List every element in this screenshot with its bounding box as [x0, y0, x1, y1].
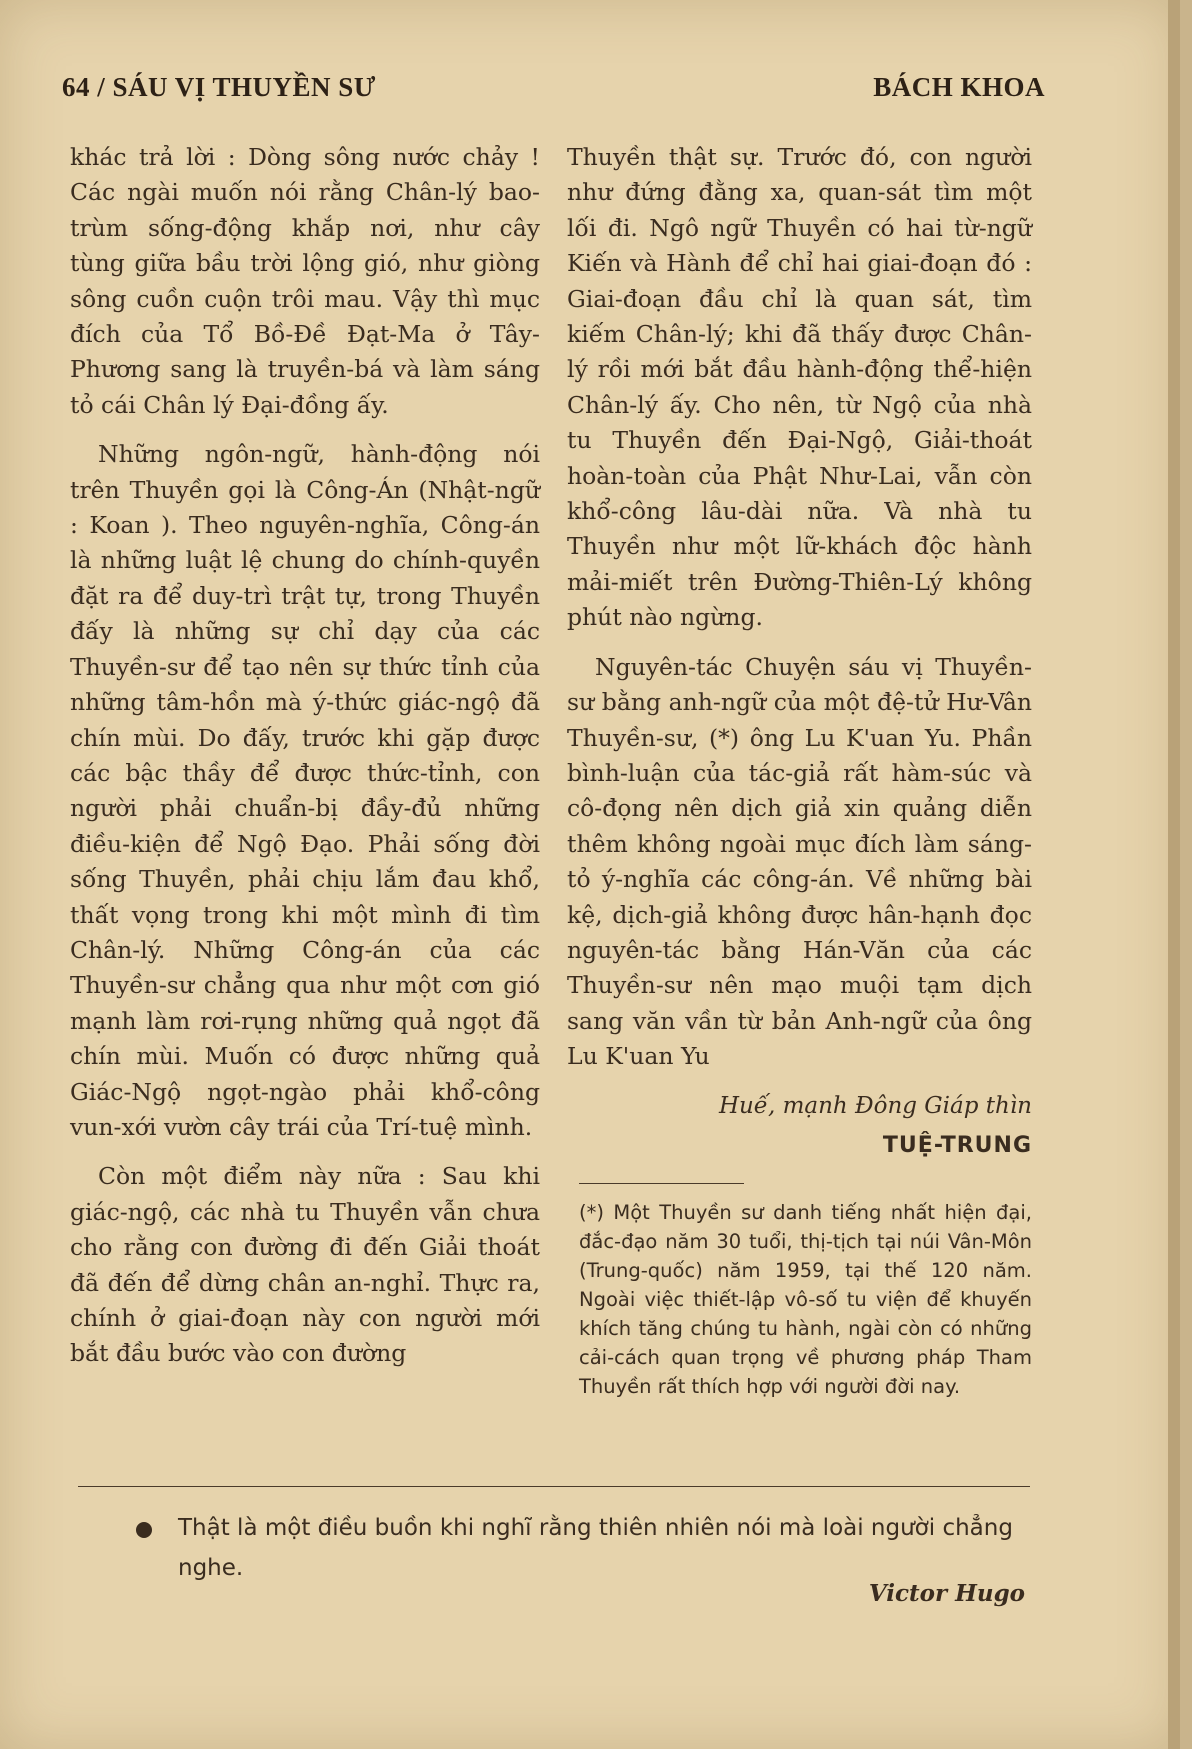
left-column — [70, 140, 540, 1386]
running-header-right: BÁCH KHOA — [873, 72, 1045, 102]
right-column — [567, 140, 1032, 1401]
paragraph: Còn một điểm này nữa : Sau khi giác-ngộ, các nhà tu Thuyền vẫn chưa cho rằng con đường đi đến Giải thoát đã đến để dừng chân an-nghỉ. Thực ra, chính ở giai-đoạn này con người mới bắt đầu bước vào con đường — [70, 1162, 540, 1368]
signature-place-date: Huế, mạnh Đông Giáp thìn — [718, 1092, 1032, 1119]
paragraph: Thuyền thật sự. Trước đó, con người như đứng đằng xa, quan-sát tìm một lối đi. Ngô ngữ Thuyền có hai từ-ngữ Kiến và Hành để chỉ hai giai-đoạn đó : Giai-đoạn đầu chỉ là quan sát, tìm kiếm Chân-lý; khi đã thấy được Chân-lý rồi mới bắt đầu hành-động thể-hiện Chân-lý ấy. Cho nên, từ Ngộ của nhà tu Thuyền đến Đại-Ngộ, Giải-thoát hoàn-toàn của Phật Như-Lai, vẫn còn khổ-công lâu-dài nữa. Và nhà tu Thuyền như một lữ-khách độc hành mải-miết trên Đường-Thiên-Lý không phút nào ngừng. — [567, 143, 1032, 632]
running-header-left: 64 / SÁU VỊ THUYỀN SƯ — [62, 72, 376, 102]
quote-divider — [78, 1486, 1030, 1487]
signature-name: TUỆ-TRUNG — [882, 1132, 1032, 1158]
footnote-divider — [579, 1183, 744, 1184]
footnote: (*) Một Thuyền sư danh tiếng nhất hiện đại, đắc-đạo năm 30 tuổi, thị-tịch tại núi Vân-Môn (Trung-quốc) năm 1959, tại thế 120 năm. Ngoài việc thiết-lập vô-số tu viện để khuyến khích tăng chúng tu hành, ngài còn có những cải-cách quan trọng về phương pháp Tham Thuyền rất thích hợp với người đời nay. — [579, 1201, 1032, 1399]
paragraph: khác trả lời : Dòng sông nước chảy ! Các ngài muốn nói rằng Chân-lý bao-trùm sống-động khắp nơi, như cây tùng giữa bầu trời lộng gió, như giòng sông cuồn cuộn trôi mau. Vậy thì mục đích của Tổ Bồ-Đề Đạt-Ma ở Tây-Phương sang là truyền-bá và làm sáng tỏ cái Chân lý Đại-đồng ấy. — [70, 143, 540, 419]
paragraph: Nguyên-tác Chuyện sáu vị Thuyền-sư bằng anh-ngữ của một đệ-tử Hư-Vân Thuyền-sư, (*) ông Lu K'uan Yu. Phần bình-luận của tác-giả rất hàm-súc và cô-đọng nên dịch giả xin quảng diễn thêm không ngoài mục đích làm sáng-tỏ ý-nghĩa các công-án. Về những bài kệ, dịch-giả không được hân-hạnh đọc nguyên-tác bằng Hán-Văn của các Thuyền-sư nên mạo muội tạm dịch sang văn vần từ bản Anh-ngữ của ông Lu K'uan Yu — [567, 652, 1032, 1071]
quote-text: Thật là một điều buồn khi nghĩ rằng thiên nhiên nói mà loài người chẳng nghe. — [178, 1515, 1013, 1581]
quote-box — [130, 1508, 1035, 1588]
quote-author: Victor Hugo — [868, 1580, 1025, 1607]
paragraph: Những ngôn-ngữ, hành-động nói trên Thuyền gọi là Công-Án (Nhật-ngữ : Koan ). Theo nguyên-nghĩa, Công-án là những luật lệ chung do chính-quyền đặt ra để duy-trì trật tự, trong Thuyền đấy là những sự chỉ dạy của các Thuyền-sư để tạo nên sự thức tỉnh của những tâm-hồn mà ý-thức giác-ngộ đã chín mùi. Do đấy, trước khi gặp được các bậc thầy để được thức-tỉnh, con người phải chuẩn-bị đầy-đủ những điều-kiện để Ngộ Đạo. Phải sống đời sống Thuyền, phải chịu lắm đau khổ, thất vọng trong khi một mình đi tìm Chân-lý. Những Công-án của các Thuyền-sư chẳng qua như một cơn gió mạnh làm rơi-rụng những quả ngọt đã chín mùi. Muốn có được những quả Giác-Ngộ ngọt-ngào phải khổ-công vun-xới vườn cây trái của Trí-tuệ mình. — [70, 440, 540, 1141]
page-edge — [1168, 0, 1180, 1749]
